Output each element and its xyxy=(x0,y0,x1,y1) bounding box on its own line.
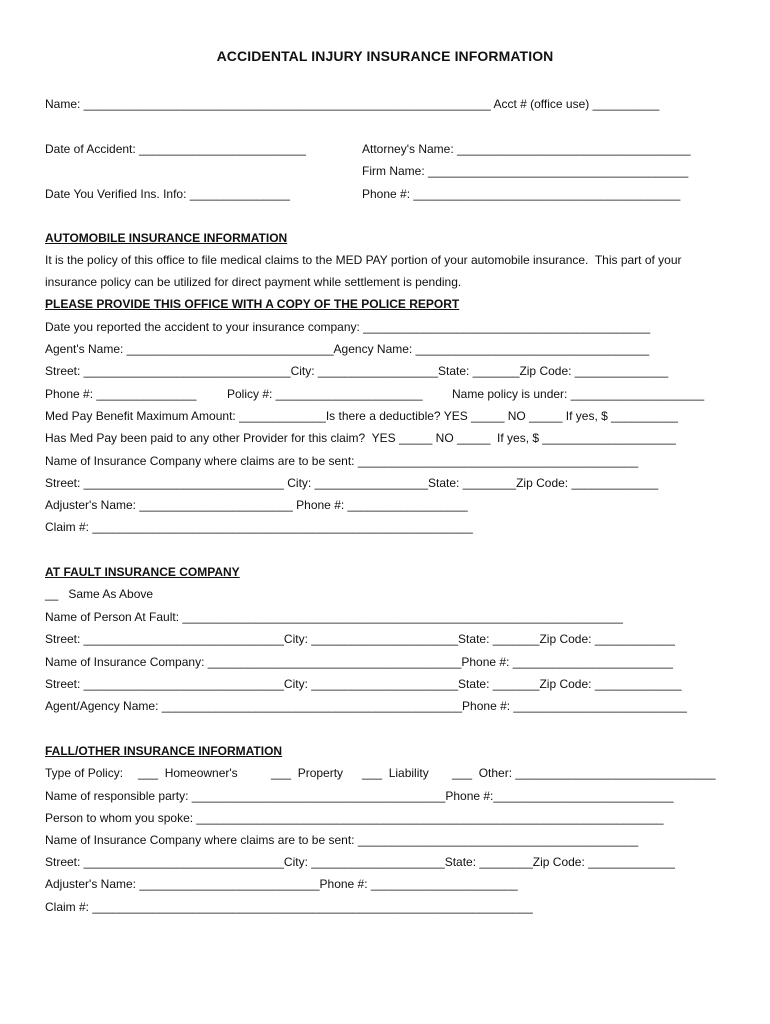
property-checkbox[interactable]: ___ Property xyxy=(271,766,344,780)
fall-claim-field[interactable]: Claim #: __________________________________________________________________ xyxy=(45,900,533,914)
attorney-name-field[interactable]: Attorney's Name: ___________________________________ xyxy=(362,142,691,156)
medpay-max-field[interactable]: Med Pay Benefit Maximum Amount: _____________Is there a deductible? YES _____ NO _____ If yes, $ __________ xyxy=(45,409,678,423)
fault-street-field[interactable]: Street: ______________________________City: ______________________State: _______Zip Code: ____________ xyxy=(45,632,675,646)
auto-street-field[interactable]: Street: _______________________________City: __________________State: _______Zip Code: ______________ xyxy=(45,364,669,378)
person-spoke-field[interactable]: Person to whom you spoke: ______________________________________________________________________ xyxy=(45,811,664,825)
person-at-fault-field[interactable]: Name of Person At Fault: __________________________________________________________________ xyxy=(45,610,623,624)
type-of-policy-label: Type of Policy: xyxy=(45,766,124,780)
fault-ins-company-field[interactable]: Name of Insurance Company: ______________________________________Phone #: ________________________ xyxy=(45,655,673,669)
fall-adjuster-field[interactable]: Adjuster's Name: ___________________________Phone #: ______________________ xyxy=(45,877,518,891)
auto-section-heading: AUTOMOBILE INSURANCE INFORMATION xyxy=(45,231,288,245)
fault-section-heading: AT FAULT INSURANCE COMPANY xyxy=(45,565,240,579)
police-report-notice: PLEASE PROVIDE THIS OFFICE WITH A COPY OF THE POLICE REPORT xyxy=(45,297,460,311)
policy-text-line2: insurance policy can be utilized for direct payment while settlement is pending. xyxy=(45,275,462,289)
medpay-paid-field[interactable]: Has Med Pay been paid to any other Provider for this claim? YES _____ NO _____ If yes, $ ____________________ xyxy=(45,431,676,445)
page-title: ACCIDENTAL INJURY INSURANCE INFORMATION xyxy=(216,48,554,64)
responsible-party-field[interactable]: Name of responsible party: ______________________________________Phone #:___________________________ xyxy=(45,789,674,803)
attorney-phone-field[interactable]: Phone #: ________________________________________ xyxy=(362,187,681,201)
fall-street-field[interactable]: Street: ______________________________City: ____________________State: ________Zip Code: _____________ xyxy=(45,855,675,869)
liability-checkbox[interactable]: ___ Liability xyxy=(362,766,429,780)
name-field[interactable]: Name: _____________________________________________________________ Acct # (office use) __________ xyxy=(45,97,660,111)
fault-street2-field[interactable]: Street: ______________________________City: ______________________State: _______Zip Code: _____________ xyxy=(45,677,682,691)
firm-name-field[interactable]: Firm Name: _______________________________________ xyxy=(362,164,689,178)
auto-street2-field[interactable]: Street: ______________________________ City: _________________State: ________Zip Code: _____________ xyxy=(45,476,659,490)
policy-number-field[interactable]: Policy #: ______________________ xyxy=(227,387,423,401)
agent-agency-field[interactable]: Agent's Name: _______________________________Agency Name: ___________________________________ xyxy=(45,342,650,356)
date-of-accident-field[interactable]: Date of Accident: _________________________ xyxy=(45,142,306,156)
fault-agent-field[interactable]: Agent/Agency Name: _____________________________________________Phone #: __________________________ xyxy=(45,699,687,713)
date-verified-field[interactable]: Date You Verified Ins. Info: _______________ xyxy=(45,187,290,201)
policy-text-line1: It is the policy of this office to file medical claims to the MED PAY portion of your automobile insurance. This part of your xyxy=(45,253,682,267)
auto-phone-field[interactable]: Phone #: _______________ xyxy=(45,387,197,401)
auto-ins-company-field[interactable]: Name of Insurance Company where claims are to be sent: __________________________________________ xyxy=(45,454,639,468)
fall-ins-company-field[interactable]: Name of Insurance Company where claims are to be sent: __________________________________________ xyxy=(45,833,639,847)
auto-claim-field[interactable]: Claim #: _________________________________________________________ xyxy=(45,520,473,534)
auto-adjuster-field[interactable]: Adjuster's Name: _______________________ Phone #: __________________ xyxy=(45,498,468,512)
date-reported-field[interactable]: Date you reported the accident to your insurance company: ___________________________________________ xyxy=(45,320,651,334)
same-as-above-checkbox[interactable]: __ Same As Above xyxy=(45,587,154,601)
homeowners-checkbox[interactable]: ___ Homeowner's xyxy=(138,766,238,780)
other-checkbox[interactable]: ___ Other: ______________________________ xyxy=(452,766,716,780)
name-policy-under-field[interactable]: Name policy is under: ____________________ xyxy=(452,387,705,401)
fall-section-heading: FALL/OTHER INSURANCE INFORMATION xyxy=(45,744,283,758)
